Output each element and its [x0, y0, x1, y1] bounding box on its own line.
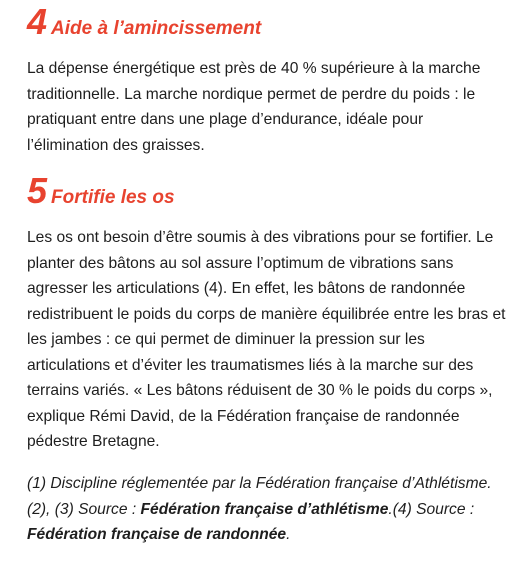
section-number: 4: [27, 1, 48, 42]
section-title: Aide à l’amincissement: [51, 18, 262, 39]
footnote-end: .: [286, 526, 291, 543]
section-body-5: Les os ont besoin d’être soumis à des vibrations pour se fortifier. Le planter des bâtons au sol assure l’optimum de vibrations sans agresser les articulations (4). En effet, les bâtons de randonnée redistribuent le poids du corps de manière équilibrée entre les bras et les jambes : ce qui permet de diminuer la pression sur les articulations et d’éviter les traumatismes liés à la marche sur des terrains variés. « Les bâtons réduisent de 30 % le poids du corps », explique Rémi David, de la Fédération française de randonnée pédestre Bretagne.: [27, 229, 506, 450]
section-number: 5: [27, 170, 48, 211]
footnotes: [27, 471, 507, 548]
footnote-4-prefix: .(4) Source :: [388, 500, 475, 518]
footnote-1: (1) Discipline réglementée par la Fédération française d’Athlétisme.: [27, 475, 492, 492]
footnote-2-3-prefix: (2), (3) Source :: [27, 500, 141, 518]
section-title: Fortifie les os: [51, 187, 175, 208]
section-heading-4: [27, 1, 262, 42]
section-body-4: La dépense énergétique est près de 40 % supérieure à la marche traditionnelle. La marche nordique permet de perdre du poids : le pratiquant entre dans une plage d’endurance, idéale pour l’élimination des graisses.: [27, 60, 481, 154]
footnote-4-source: Fédération française de randonnée: [27, 526, 287, 543]
footnote-2-3-source: Fédération française d’athlétisme: [140, 500, 389, 518]
section-heading-5: [27, 170, 175, 211]
